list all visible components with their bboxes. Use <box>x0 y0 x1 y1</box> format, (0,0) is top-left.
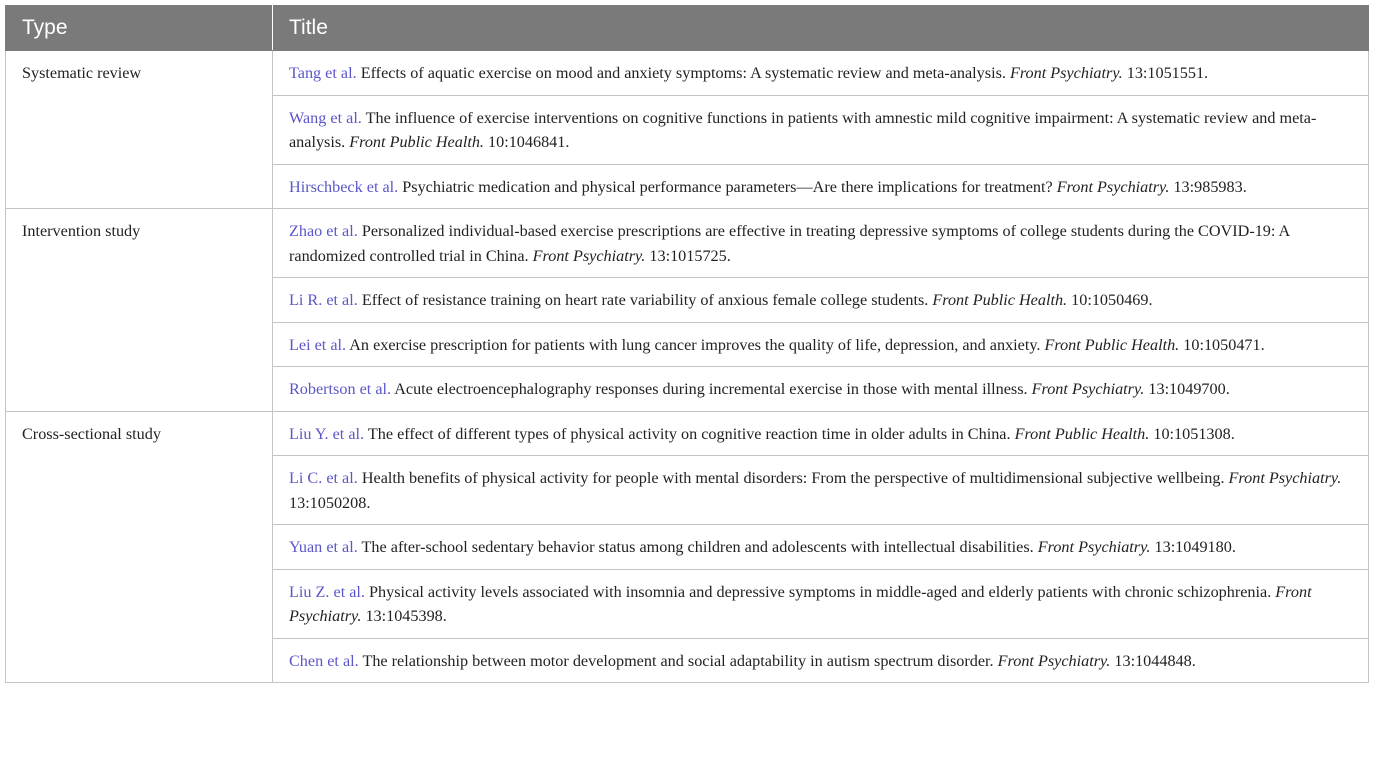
article-reference: 13:1044848. <box>1114 651 1196 670</box>
title-cell <box>273 51 1369 96</box>
header-row <box>6 6 1369 51</box>
article-reference: 10:1050469. <box>1071 291 1153 309</box>
article-reference: 13:985983. <box>1173 177 1247 196</box>
article-title: An exercise prescription for patients with lung cancer improves the quality of life, depression, and anxiety. <box>349 335 1041 354</box>
article-title: The effect of different types of physical activity on cognitive reaction time in older adults in China. <box>367 424 1011 443</box>
journal-name: Front Psychiatry. <box>1228 469 1342 487</box>
journal-name: Front Psychiatry. <box>1031 380 1145 398</box>
article-title: Psychiatric medication and physical performance parameters—Are there implications for treatment? <box>402 177 1053 196</box>
table-row <box>6 51 1369 96</box>
title-cell <box>273 322 1369 367</box>
title-cell <box>273 367 1369 412</box>
table-row <box>6 411 1369 456</box>
header-type: Type <box>6 6 273 51</box>
type-cell: Systematic review <box>6 51 273 209</box>
journal-name: Front Psychiatry. <box>1037 538 1151 556</box>
title-cell <box>273 525 1369 570</box>
article-title: The after-school sedentary behavior status among children and adolescents with intellectual disabilities. <box>361 538 1034 556</box>
author-link[interactable]: Li C. et al. <box>289 469 358 487</box>
title-cell <box>273 569 1369 638</box>
table-header <box>6 6 1369 51</box>
author-link[interactable]: Yuan et al. <box>289 538 358 556</box>
article-reference: 13:1015725. <box>649 246 731 265</box>
journal-name: Front Psychiatry. <box>997 651 1111 670</box>
author-link[interactable]: Li R. et al. <box>289 291 358 309</box>
article-title: Physical activity levels associated with insomnia and depressive symptoms in middle-aged and elderly patients with chronic schizophrenia. <box>369 582 1272 601</box>
title-cell <box>273 278 1369 323</box>
author-link[interactable]: Lei et al. <box>289 335 347 354</box>
journal-name: Front Public Health. <box>1014 424 1150 443</box>
table-row <box>6 209 1369 278</box>
journal-name: Front Public Health. <box>932 291 1068 309</box>
journal-name: Front Psychiatry. <box>532 246 646 265</box>
article-title: Effects of aquatic exercise on mood and anxiety symptoms: A systematic review and meta-analysis. <box>360 64 1006 82</box>
author-link[interactable]: Robertson et al. <box>289 380 392 398</box>
journal-name: Front Psychiatry. <box>1009 64 1123 82</box>
header-title: Title <box>273 6 1369 51</box>
title-cell <box>273 638 1369 683</box>
article-reference: 10:1050471. <box>1183 335 1265 354</box>
article-title: Personalized individual-based exercise prescriptions are effective in treating depressive symptoms of college students during the COVID-19: A randomized controlled trial in China. <box>289 222 1290 265</box>
articles-table <box>5 5 1369 683</box>
title-cell <box>273 95 1369 164</box>
title-cell <box>273 164 1369 209</box>
article-title: Health benefits of physical activity for people with mental disorders: From the perspective of multidimensional subjective wellbeing. <box>361 469 1225 487</box>
journal-name: Front Psychiatry. <box>1056 177 1170 196</box>
article-title: The relationship between motor development and social adaptability in autism spectrum disorder. <box>362 651 994 670</box>
author-link[interactable]: Wang et al. <box>289 108 362 127</box>
article-reference: 13:1051551. <box>1126 64 1209 82</box>
author-link[interactable]: Chen et al. <box>289 651 359 670</box>
journal-name: Front Public Health. <box>349 133 484 151</box>
article-reference: 13:1050208. <box>289 493 371 512</box>
article-reference: 13:1049700. <box>1148 380 1230 398</box>
article-reference: 13:1049180. <box>1154 538 1236 556</box>
article-title: Effect of resistance training on heart rate variability of anxious female college students. <box>361 291 929 309</box>
author-link[interactable]: Liu Z. et al. <box>289 582 365 601</box>
author-link[interactable]: Hirschbeck et al. <box>289 177 399 196</box>
title-cell <box>273 456 1369 525</box>
article-reference: 10:1046841. <box>488 133 570 151</box>
article-title: The influence of exercise interventions on cognitive functions in patients with amnestic mild cognitive impairment: A systematic review and meta-analysis. <box>289 108 1317 151</box>
type-cell: Cross-sectional study <box>6 411 273 683</box>
type-cell: Intervention study <box>6 209 273 412</box>
author-link[interactable]: Tang et al. <box>289 64 357 82</box>
journal-name: Front Public Health. <box>1044 335 1180 354</box>
title-cell <box>273 411 1369 456</box>
article-reference: 10:1051308. <box>1153 424 1235 443</box>
author-link[interactable]: Zhao et al. <box>289 222 358 240</box>
article-title: Acute electroencephalography responses during incremental exercise in those with mental illness. <box>394 380 1028 398</box>
table-body <box>6 51 1369 683</box>
journal-name: Front Psychiatry. <box>289 582 1312 625</box>
title-cell <box>273 209 1369 278</box>
author-link[interactable]: Liu Y. et al. <box>289 424 365 443</box>
article-reference: 13:1045398. <box>365 607 447 625</box>
